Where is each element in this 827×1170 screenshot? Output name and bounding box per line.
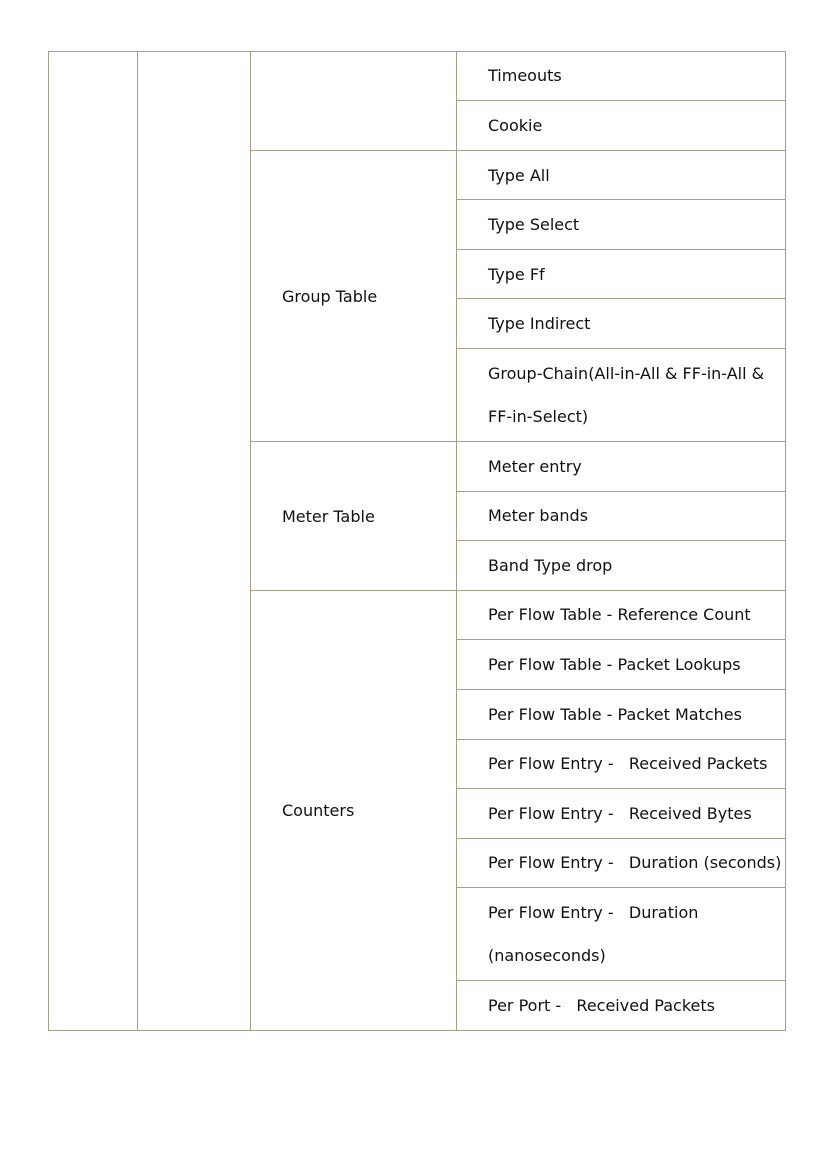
cell-flow-entry-received-bytes: Per Flow Entry - Received Bytes xyxy=(488,804,752,823)
row-divider xyxy=(456,249,786,250)
row-divider xyxy=(456,491,786,492)
row-divider xyxy=(456,887,786,888)
cell-group-chain-line1: Group-Chain(All-in-All & FF-in-All & xyxy=(488,364,765,383)
table-column-divider xyxy=(456,51,457,1031)
section-divider xyxy=(250,441,786,442)
cell-flow-table-packet-lookups: Per Flow Table - Packet Lookups xyxy=(488,655,741,674)
row-divider xyxy=(456,348,786,349)
cell-timeouts: Timeouts xyxy=(488,66,562,85)
table-border-right xyxy=(785,51,786,1031)
row-divider xyxy=(456,540,786,541)
row-divider xyxy=(456,739,786,740)
row-divider xyxy=(456,199,786,200)
cell-cookie: Cookie xyxy=(488,116,543,135)
cell-flow-table-packet-matches: Per Flow Table - Packet Matches xyxy=(488,705,742,724)
cell-group-chain-line2: FF-in-Select) xyxy=(488,407,589,426)
table-border-bottom xyxy=(48,1030,786,1031)
cell-meter-entry: Meter entry xyxy=(488,457,582,476)
table-border-left xyxy=(48,51,49,1031)
cell-port-received-packets: Per Port - Received Packets xyxy=(488,996,715,1015)
cell-flow-entry-received-packets: Per Flow Entry - Received Packets xyxy=(488,754,768,773)
row-divider xyxy=(456,788,786,789)
cell-flow-table-reference-count: Per Flow Table - Reference Count xyxy=(488,605,751,624)
section-divider xyxy=(250,590,786,591)
cell-band-type-drop: Band Type drop xyxy=(488,556,613,575)
table-border-top xyxy=(48,51,786,52)
row-divider xyxy=(456,639,786,640)
section-divider xyxy=(250,150,786,151)
cell-type-all: Type All xyxy=(488,166,550,185)
cell-type-ff: Type Ff xyxy=(488,265,545,284)
cell-flow-entry-duration-seconds: Per Flow Entry - Duration (seconds) xyxy=(488,853,782,872)
row-divider xyxy=(456,100,786,101)
section-label-meter-table: Meter Table xyxy=(282,507,375,526)
cell-type-select: Type Select xyxy=(488,215,580,234)
cell-flow-entry-duration-nanoseconds-line2: (nanoseconds) xyxy=(488,946,606,965)
table-column-divider xyxy=(137,51,138,1031)
cell-meter-bands: Meter bands xyxy=(488,506,589,525)
cell-type-indirect: Type Indirect xyxy=(488,314,591,333)
row-divider xyxy=(456,689,786,690)
row-divider xyxy=(456,980,786,981)
section-label-counters: Counters xyxy=(282,801,355,820)
table-column-divider xyxy=(250,51,251,1031)
cell-flow-entry-duration-nanoseconds-line1: Per Flow Entry - Duration xyxy=(488,903,699,922)
row-divider xyxy=(456,838,786,839)
row-divider xyxy=(456,298,786,299)
section-label-group-table: Group Table xyxy=(282,287,378,306)
